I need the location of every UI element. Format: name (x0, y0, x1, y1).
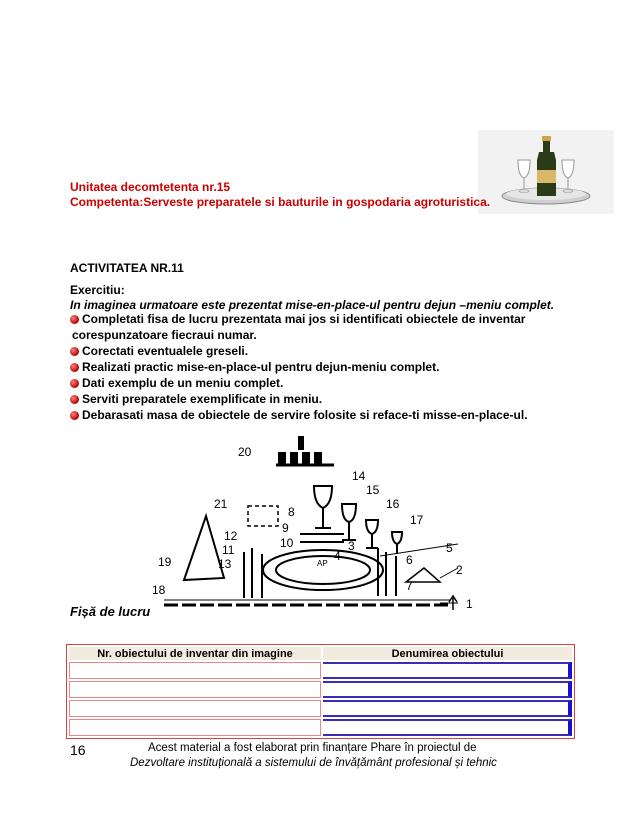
column-header-name: Denumirea obiectului (323, 647, 572, 660)
diagram-number-10: 10 (280, 536, 294, 550)
activity-title: ACTIVITATEA NR.11 (70, 261, 184, 275)
mise-en-place-diagram (140, 428, 510, 616)
name-cell[interactable] (323, 700, 572, 717)
bullet-icon (70, 411, 79, 420)
diagram-number-16: 16 (386, 497, 400, 511)
footer-line-2: Dezvoltare instituțională a sistemului de învățământ profesional și tehnic (130, 757, 497, 769)
number-cell[interactable] (69, 681, 321, 698)
diagram-number-2: 2 (456, 563, 463, 577)
worksheet-title: Fișă de lucru (70, 604, 151, 619)
diagram-number-18: 18 (152, 583, 166, 597)
bullet-icon (70, 395, 79, 404)
plate-label: AP (317, 559, 328, 568)
list-item: Realizati practic mise-en-place-ul pentru dejun-meniu complet. (70, 359, 528, 375)
diagram-number-1: 1 (466, 597, 473, 611)
diagram-number-7: 7 (406, 579, 413, 593)
diagram-number-6: 6 (406, 553, 413, 567)
table-row (69, 681, 572, 698)
list-item: Corectati eventualele greseli. (70, 343, 528, 359)
diagram-number-9: 9 (282, 521, 289, 535)
diagram-number-4: 4 (334, 549, 341, 563)
table-header-row (69, 647, 572, 660)
column-header-number: Nr. obiectului de inventar din imagine (69, 647, 321, 660)
diagram-number-15: 15 (366, 483, 380, 497)
bullet-icon (70, 315, 79, 324)
footer-line-1: Acest material a fost elaborat prin finanțare Phare în proiectul de (148, 742, 477, 754)
diagram-number-20: 20 (238, 445, 252, 459)
list-item: Completati fisa de lucru prezentata mai jos si identificati obiectele de inventar (70, 311, 528, 327)
diagram-number-13: 13 (218, 557, 232, 571)
list-item: Debarasati masa de obiectele de servire folosite si reface-ti misse-en-place-ul. (70, 407, 528, 423)
champagne-illustration (478, 130, 614, 214)
diagram-number-11: 11 (222, 543, 235, 557)
bullet-icon (70, 347, 79, 356)
worksheet-table (66, 644, 575, 739)
diagram-number-19: 19 (158, 555, 172, 569)
bullet-icon (70, 379, 79, 388)
diagram-number-5: 5 (446, 541, 453, 555)
table-row (69, 700, 572, 717)
number-cell[interactable] (69, 700, 321, 717)
table-row (69, 719, 572, 736)
name-cell[interactable] (323, 662, 572, 679)
task-list (70, 311, 528, 423)
list-item: Serviti preparatele exemplificate in meniu. (70, 391, 528, 407)
diagram-number-3: 3 (348, 539, 355, 553)
diagram-number-17: 17 (410, 513, 424, 527)
name-cell[interactable] (323, 719, 572, 736)
diagram-number-8: 8 (288, 505, 295, 519)
unit-title: Unitatea decomtetenta nr.15 (70, 180, 231, 194)
diagram-number-12: 12 (224, 529, 238, 543)
exercise-intro: In imaginea urmatoare este prezentat mise-en-place-ul pentru dejun –meniu complet. (70, 298, 555, 312)
bullet-icon (70, 363, 79, 372)
page-number: 16 (70, 742, 86, 758)
diagram-number-14: 14 (352, 469, 366, 483)
list-item-continuation: corespunzatoare fiecraui numar. (72, 328, 257, 342)
number-cell[interactable] (69, 662, 321, 679)
competence-title: Competenta:Serveste preparatele si bauturile in gospodaria agroturistica. (70, 195, 491, 209)
number-cell[interactable] (69, 719, 321, 736)
diagram-number-21: 21 (214, 497, 228, 511)
exercise-label: Exercitiu: (70, 283, 125, 297)
table-row (69, 662, 572, 679)
list-item: Dati exemplu de un meniu complet. (70, 375, 528, 391)
name-cell[interactable] (323, 681, 572, 698)
